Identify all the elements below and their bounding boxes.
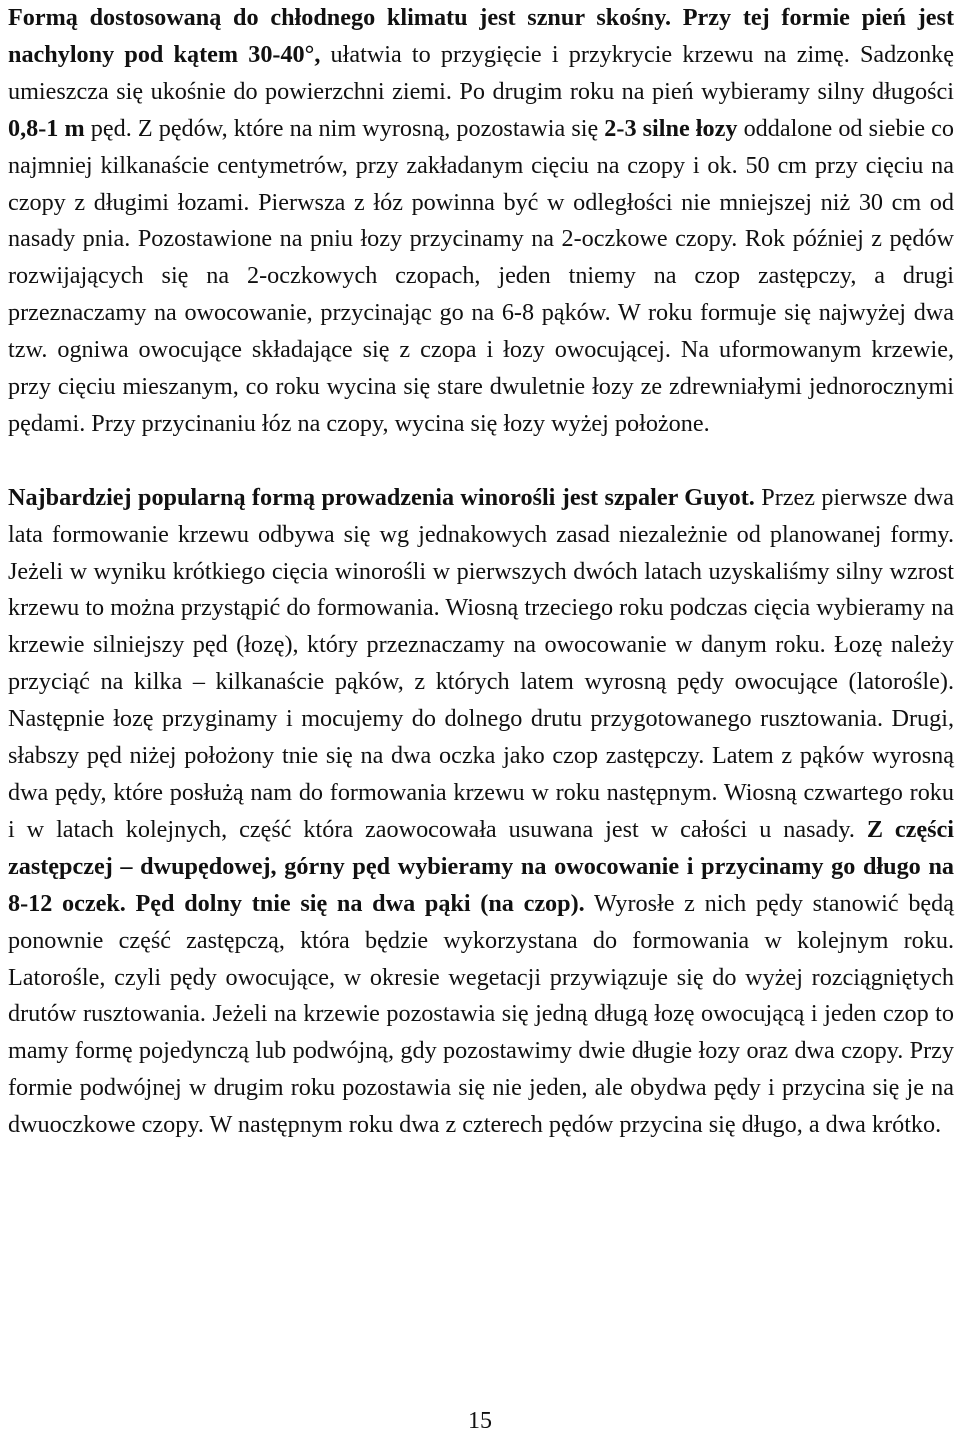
body-text: pęd. Z pędów, które na nim wyrosną, pozostawia się (84, 114, 605, 142)
bold-text: 2-3 silne łozy (604, 114, 738, 142)
bold-text: Z części zastępczej – dwupędowej, górny pęd wybieramy na owocowanie i przycinamy go długo na 8-12 oczek. Pęd dolny tnie się na dwa pąki (na czop). (8, 815, 954, 917)
paragraph-szpaler-guyot (8, 480, 954, 1144)
body-text: oddalone od siebie co najmniej kilkanaście centymetrów, przy zakładanym cięciu na czopy i ok. 50 cm przy cięciu na czopy z długimi łozami. Pierwsza z łóz powinna być w odległości nie mniejszej niż 30 cm od nasady pnia. Pozostawione na pniu łozy przycinamy na 2-oczkowe czopy. Rok później z pędów rozwijających się na 2-oczkowych czopach, jeden tniemy na czop zastępczy, a drugi przeznaczamy na owocowanie, przycinając go na 6-8 pąków. W roku formuje się najwyżej dwa tzw. ogniwa owocujące składające się z czopa i łozy owocującej. Na uformowanym krzewie, przy cięciu mieszanym, co roku wycina się stare dwuletnie łozy ze zdrewniałymi jednorocznymi pędami. Przy przycinaniu łóz na czopy, wycina się łozy wyżej położone. (8, 114, 954, 437)
bold-text: Najbardziej popularną formą prowadzenia winorośli jest szpaler Guyot. (8, 483, 755, 511)
bold-text: 0,8-1 m (8, 114, 85, 142)
body-text: Wyrosłe z nich pędy stanowić będą ponownie część zastępczą, która będzie wykorzystana do formowania w kolejnym roku. Latorośle, czyli pędy owocujące, w okresie wegetacji przywiązuje się do wyżej rozciągniętych drutów rusztowania. Jeżeli na krzewie pozostawia się jedną długą łozę owocującą i jeden czop to mamy formę pojedynczą lub podwójną, gdy pozostawimy dwie długie łozy oraz dwa czopy. Przy formie podwójnej w drugim roku pozostawia się nie jeden, ale obydwa pędy i przycina się je na dwuoczkowe czopy. W następnym roku dwa z czterech pędów przycina się długo, a dwa krótko. (8, 889, 954, 1139)
paragraph-sznur-skosny (8, 0, 954, 443)
body-text: ułatwia to przygięcie i przykrycie krzewu na zimę. Sadzonkę umieszcza się ukośnie do powierzchni ziemi. Po drugim roku na pień wybieramy silny długości (8, 40, 954, 105)
page-body (8, 0, 954, 1144)
body-text: Przez pierwsze dwa lata formowanie krzewu odbywa się wg jednakowych zasad niezależnie od planowanej formy. Jeżeli w wyniku krótkiego cięcia winorośli w pierwszych dwóch latach uzyskaliśmy silny wzrost krzewu to można przystąpić do formowania. Wiosną trzeciego roku podczas cięcia wybieramy na krzewie silniejszy pęd (łozę), który przeznaczamy na owocowanie w danym roku. Łozę należy przyciąć na kilka – kilkanaście pąków, z których latem wyrosną pędy owocujące (latorośle). Następnie łozę przyginamy i mocujemy do dolnego drutu przygotowanego rusztowania. Drugi, słabszy pęd niżej położony tnie się na dwa oczka jako czop zastępczy. Latem z pąków wyrosną dwa pędy, które posłużą nam do formowania krzewu w roku następnym. Wiosną czwartego roku i w latach kolejnych, część która zaowocowała usuwana jest w całości u nasady. (8, 483, 954, 843)
page-number: 15 (468, 1408, 492, 1434)
bold-text: Formą dostosowaną do chłodnego klimatu jest sznur skośny. Przy tej formie pień jest nachylony pod kątem 30-40°, (8, 4, 954, 68)
